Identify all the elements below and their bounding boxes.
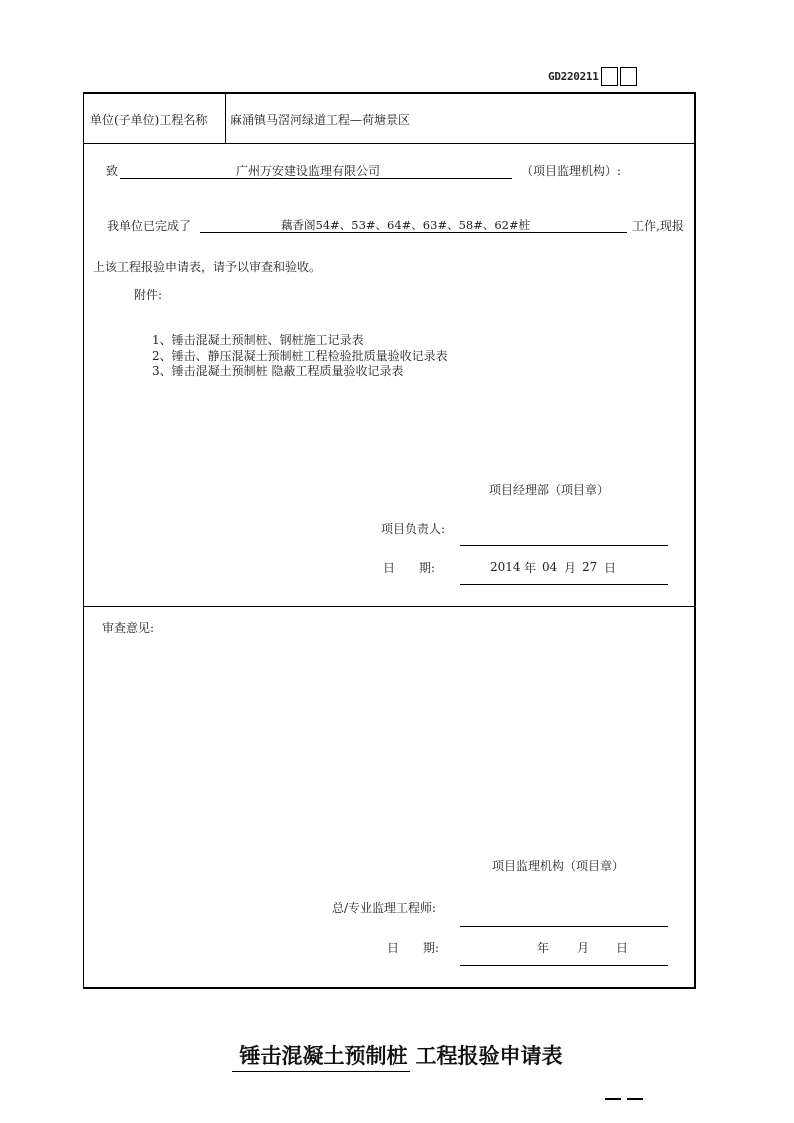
day-char: 日 — [604, 561, 617, 575]
request-sentence: 上该工程报验申请表，请予以审查和验收。 — [93, 260, 322, 274]
review-date-line — [460, 965, 668, 966]
date-day[interactable]: 27 — [582, 560, 598, 574]
engineer-label: 总/专业监理工程师: — [332, 901, 437, 915]
header-bottom-border — [84, 143, 695, 144]
contractor-date-label: 日 期: — [383, 561, 436, 575]
code-box-2[interactable] — [620, 67, 637, 86]
manager-label: 项目负责人: — [381, 522, 446, 536]
review-day-char: 日 — [616, 941, 629, 955]
date-month[interactable]: 04 — [542, 560, 558, 574]
to-underline — [120, 178, 512, 179]
project-name-label: 单位(子单位)工程名称 — [90, 113, 208, 127]
form-title — [0, 1040, 794, 1072]
to-value[interactable]: 广州万安建设监理有限公司 — [236, 164, 381, 178]
review-month-char: 月 — [577, 941, 590, 955]
attachment-item: 3、锤击混凝土预制桩 隐蔽工程质量验收记录表 — [152, 364, 404, 378]
page-dash-mark — [605, 1098, 645, 1100]
project-name-value[interactable]: 麻涌镇马滘河绿道工程—荷塘景区 — [230, 113, 411, 127]
to-suffix: （项目监理机构）: — [521, 164, 622, 178]
attachment-item: 2、锤击、静压混凝土预制桩工程检验批质量验收记录表 — [152, 349, 448, 363]
code-box-1[interactable] — [601, 67, 618, 86]
completed-suffix: 工作,现报 — [632, 219, 684, 233]
year-char: 年 — [524, 561, 537, 575]
review-date-label: 日 期: — [387, 941, 440, 955]
attachment-item: 1、锤击混凝土预制桩、钢桩施工记录表 — [152, 333, 364, 347]
completed-underline — [200, 232, 627, 233]
contractor-stamp-label: 项目经理部（项目章） — [489, 483, 610, 497]
engineer-signature-line[interactable] — [460, 926, 668, 927]
review-year-char: 年 — [537, 941, 550, 955]
header-divider — [225, 94, 226, 143]
to-prefix: 致 — [106, 164, 119, 178]
inspection-application-form — [83, 92, 696, 989]
completed-prefix: 我单位已完成了 — [107, 219, 192, 233]
month-char: 月 — [564, 561, 577, 575]
title-pile-type: 锤击混凝土预制桩 — [232, 1040, 410, 1072]
section-divider — [84, 606, 695, 607]
supervisor-stamp-label: 项目监理机构（项目章） — [492, 859, 625, 873]
attachment-label: 附件: — [134, 288, 163, 302]
title-rest: 工程报验申请表 — [415, 1044, 563, 1068]
document-code-text: GD220211 — [548, 69, 599, 83]
completed-value[interactable]: 藕香阁54#、53#、64#、63#、58#、62#桩 — [281, 218, 531, 232]
contractor-date-line — [460, 584, 668, 585]
manager-signature-line[interactable] — [460, 545, 668, 546]
review-opinion-label: 审查意见: — [102, 621, 155, 635]
date-year[interactable]: 2014 — [490, 560, 521, 574]
document-code — [548, 66, 637, 86]
